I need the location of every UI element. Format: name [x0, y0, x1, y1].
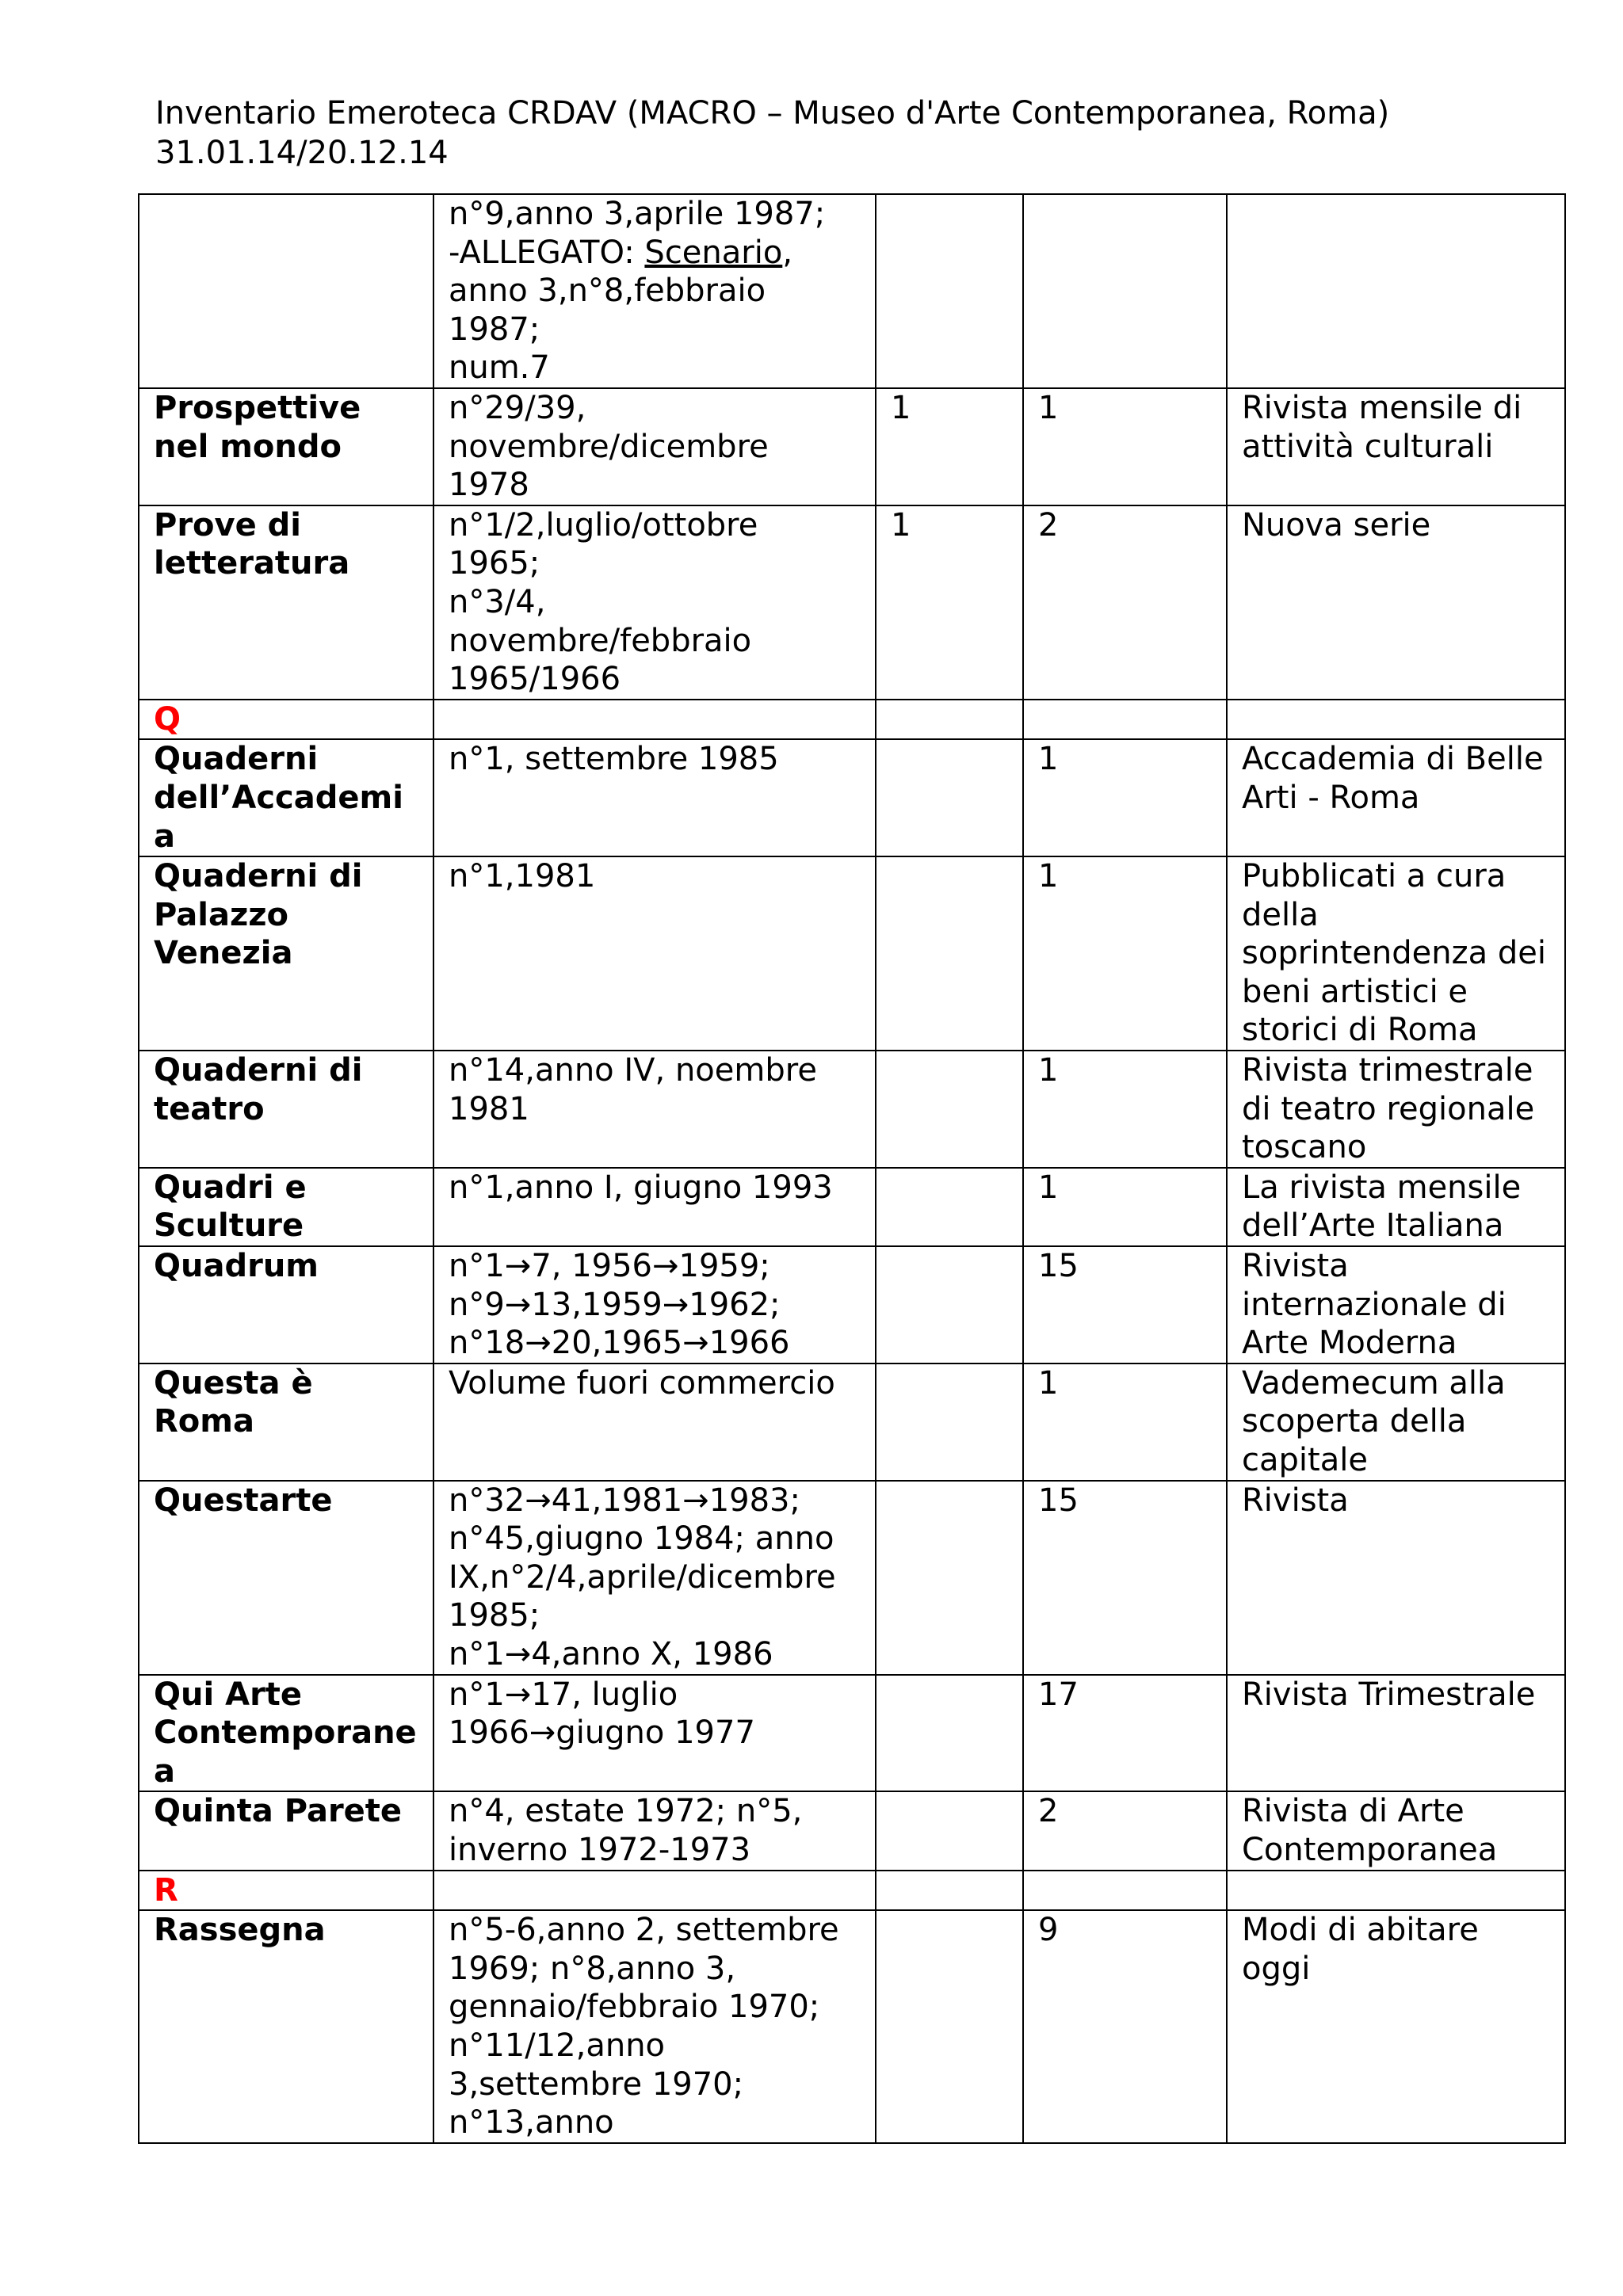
table-row [139, 505, 1565, 700]
table-row [139, 1168, 1565, 1246]
periodical-title: Quaderni di teatro [139, 1051, 433, 1168]
issue-text: n°29/39, [449, 389, 586, 426]
issue-line [449, 506, 862, 545]
issue-text: n°1, settembre 1985 [449, 741, 779, 778]
issues-cell [433, 1168, 876, 1246]
periodical-title: Quaderni dell’Accademia [139, 739, 433, 856]
periodical-title: Prove di letteratura [139, 505, 433, 700]
issue-line [449, 1169, 862, 1207]
header-date-range: 31.01.14/20.12.14 [155, 135, 449, 171]
issue-text: n°5-6,anno 2, settembre 1969; n°8,anno 3, gennaio/febbraio 1970; [449, 1912, 839, 2026]
table-row [139, 388, 1565, 505]
table-row [139, 1051, 1565, 1168]
count-column-a [876, 739, 1023, 856]
table-row [139, 1246, 1565, 1363]
issue-text: n°1,anno I, giugno 1993 [449, 1169, 833, 1206]
notes-cell: Modi di abitare oggi [1227, 1910, 1565, 2143]
issue-text: n°1→4,anno X, 1986 [449, 1635, 773, 1672]
periodical-title: Quadri e Sculture [139, 1168, 433, 1246]
issue-line [449, 583, 862, 622]
table-row [139, 1791, 1565, 1870]
issue-text: n°11/12,anno 3,settembre 1970; [449, 2027, 744, 2103]
issues-cell [433, 505, 876, 700]
issue-line [449, 1911, 862, 2027]
count-column-b: 2 [1023, 505, 1227, 700]
count-column-b: 15 [1023, 1246, 1227, 1363]
issue-line [449, 428, 862, 467]
issue-line [449, 1482, 862, 1520]
notes-cell [1227, 194, 1565, 388]
issue-text: 1965/1966 [449, 661, 621, 698]
issue-text: , [782, 234, 793, 271]
count-column-b: 1 [1023, 856, 1227, 1051]
notes-cell: Rivista trimestrale di teatro regionale toscano [1227, 1051, 1565, 1168]
count-column-a [876, 856, 1023, 1051]
issue-line [449, 234, 862, 273]
issues-cell [433, 739, 876, 856]
section-letter: Q [139, 700, 433, 740]
periodical-title: Quinta Parete [139, 1791, 433, 1870]
periodical-title: Qui Arte Contemporanea [139, 1675, 433, 1792]
issue-text: 1987; [449, 311, 540, 348]
issues-cell [433, 856, 876, 1051]
table-row [139, 1675, 1565, 1792]
table-row [139, 194, 1565, 388]
issue-text: -ALLEGATO: [449, 234, 645, 271]
periodical-title: Prospettive nel mondo [139, 388, 433, 505]
count-column-b: 15 [1023, 1481, 1227, 1675]
count-column-b [1023, 194, 1227, 388]
issue-line [449, 2103, 862, 2142]
empty-cell [876, 700, 1023, 740]
issue-line [449, 1364, 862, 1403]
count-column-a [876, 1168, 1023, 1246]
issues-cell [433, 1363, 876, 1481]
issue-text: n°45,giugno 1984; anno IX,n°2/4,aprile/dicembre 1985; [449, 1520, 836, 1634]
inventory-table-body [139, 194, 1565, 2143]
issue-line [449, 2027, 862, 2103]
letter-divider-row [139, 1871, 1565, 1911]
count-column-a: 1 [876, 388, 1023, 505]
issue-line [449, 1635, 862, 1674]
issue-line [449, 1051, 862, 1128]
section-letter: R [139, 1871, 433, 1911]
periodical-title [139, 194, 433, 388]
notes-cell: Rivista mensile di attività culturali [1227, 388, 1565, 505]
count-column-a [876, 1051, 1023, 1168]
count-column-b: 17 [1023, 1675, 1227, 1792]
issue-line [449, 1714, 862, 1753]
issue-line [449, 857, 862, 896]
notes-cell: La rivista mensile dell’Arte Italiana [1227, 1168, 1565, 1246]
issue-line [449, 1520, 862, 1635]
count-column-a [876, 194, 1023, 388]
table-row [139, 1363, 1565, 1481]
issues-cell [433, 1051, 876, 1168]
issue-line [449, 1247, 862, 1286]
count-column-a [876, 1246, 1023, 1363]
periodical-title: Questarte [139, 1481, 433, 1675]
issue-text: n°3/4, [449, 583, 546, 620]
notes-cell: Rivista internazionale di Arte Moderna [1227, 1246, 1565, 1363]
issue-text: 1978 [449, 467, 529, 504]
issue-text: n°1→7, 1956→1959; [449, 1248, 770, 1285]
table-row [139, 856, 1565, 1051]
issue-text: 1966→giugno 1977 [449, 1714, 755, 1752]
issue-line [449, 544, 862, 583]
periodical-title: Rassegna [139, 1910, 433, 2143]
issue-line [449, 272, 862, 311]
periodical-title: Quadrum [139, 1246, 433, 1363]
issue-text: Volume fuori commercio [449, 1364, 835, 1402]
issues-cell [433, 194, 876, 388]
issue-line [449, 195, 862, 234]
issue-line [449, 311, 862, 349]
issue-line [449, 389, 862, 428]
header-title: Inventario Emeroteca CRDAV (MACRO – Museo d'Arte Contemporanea, Roma) [155, 95, 1390, 132]
empty-cell [1023, 1871, 1227, 1911]
count-column-a [876, 1675, 1023, 1792]
count-column-b: 1 [1023, 1168, 1227, 1246]
empty-cell [1227, 1871, 1565, 1911]
table-row [139, 739, 1565, 856]
issue-text: num.7 [449, 349, 550, 387]
table-row [139, 1481, 1565, 1675]
empty-cell [1227, 700, 1565, 740]
issue-line [449, 1676, 862, 1714]
notes-cell: Rivista di Arte Contemporanea [1227, 1791, 1565, 1870]
notes-cell: Rivista Trimestrale [1227, 1675, 1565, 1792]
issue-text: n°32→41,1981→1983; [449, 1482, 800, 1519]
count-column-a: 1 [876, 505, 1023, 700]
issue-line [449, 466, 862, 505]
empty-cell [1023, 700, 1227, 740]
issue-text: n°9,anno 3,aprile 1987; [449, 196, 826, 232]
issues-cell [433, 1246, 876, 1363]
periodical-title: Quaderni di Palazzo Venezia [139, 856, 433, 1051]
count-column-a [876, 1791, 1023, 1870]
issues-cell [433, 1675, 876, 1792]
issue-line [449, 1792, 862, 1869]
count-column-b: 9 [1023, 1910, 1227, 2143]
issue-text: novembre/dicembre [449, 428, 769, 465]
notes-cell: Accademia di Belle Arti - Roma [1227, 739, 1565, 856]
notes-cell: Nuova serie [1227, 505, 1565, 700]
count-column-a [876, 1363, 1023, 1481]
issue-text: n°1,1981 [449, 858, 596, 895]
issue-text: n°14,anno IV, noembre 1981 [449, 1052, 817, 1127]
issue-line [449, 1324, 862, 1363]
empty-cell [433, 1871, 876, 1911]
issue-text: n°4, estate 1972; n°5, inverno 1972-1973 [449, 1793, 803, 1868]
periodical-title: Questa è Roma [139, 1363, 433, 1481]
empty-cell [876, 1871, 1023, 1911]
notes-cell: Pubblicati a cura della soprintendenza dei beni artistici e storici di Roma [1227, 856, 1565, 1051]
issue-text: anno 3,n°8,febbraio [449, 273, 766, 310]
count-column-a [876, 1481, 1023, 1675]
issues-cell [433, 1481, 876, 1675]
issues-cell [433, 388, 876, 505]
empty-cell [433, 700, 876, 740]
letter-divider-row [139, 700, 1565, 740]
issue-text: novembre/febbraio [449, 622, 752, 659]
attachment-title: Scenario [644, 234, 783, 271]
issues-cell [433, 1791, 876, 1870]
issue-text: n°13,anno [449, 2104, 614, 2142]
issue-text: 1965; [449, 545, 540, 582]
issue-text: n°9→13,1959→1962; [449, 1286, 781, 1323]
issue-line [449, 740, 862, 779]
issue-line [449, 622, 862, 661]
issue-text: n°1/2,luglio/ottobre [449, 506, 758, 543]
page-header [155, 93, 1389, 173]
count-column-b: 2 [1023, 1791, 1227, 1870]
count-column-a [876, 1910, 1023, 2143]
notes-cell: Vademecum alla scoperta della capitale [1227, 1363, 1565, 1481]
inventory-table [138, 193, 1566, 2144]
issue-text: n°18→20,1965→1966 [449, 1325, 790, 1362]
issue-line [449, 349, 862, 387]
table-row [139, 1910, 1565, 2143]
issues-cell [433, 1910, 876, 2143]
count-column-b: 1 [1023, 1363, 1227, 1481]
count-column-b: 1 [1023, 388, 1227, 505]
issue-line [449, 1286, 862, 1325]
count-column-b: 1 [1023, 739, 1227, 856]
issue-text: n°1→17, luglio [449, 1676, 678, 1713]
count-column-b: 1 [1023, 1051, 1227, 1168]
issue-line [449, 660, 862, 699]
notes-cell: Rivista [1227, 1481, 1565, 1675]
